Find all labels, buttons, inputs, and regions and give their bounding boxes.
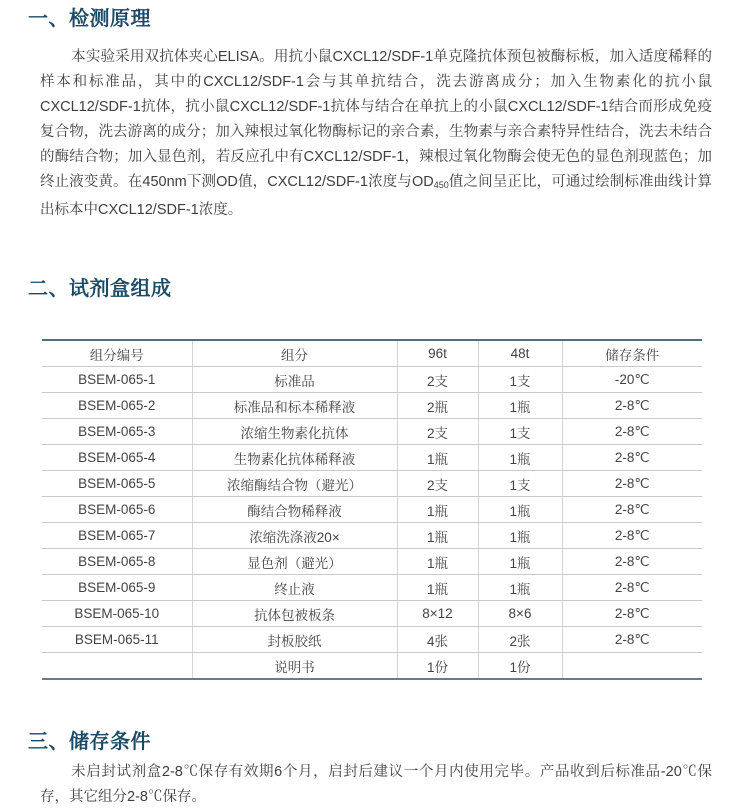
table-cell: BSEM-065-4 (42, 445, 192, 471)
column-header: 组分编号 (42, 340, 192, 367)
detection-principle-paragraph (40, 45, 712, 223)
table-cell: 说明书 (192, 653, 397, 680)
table-cell: 1支 (478, 419, 562, 445)
table-cell: 2-8℃ (562, 627, 702, 653)
table-cell: 生物素化抗体稀释液 (192, 445, 397, 471)
table-cell: 显色剂（避光） (192, 549, 397, 575)
table-cell: 1瓶 (397, 445, 478, 471)
table-cell: 2-8℃ (562, 523, 702, 549)
storage-conditions-paragraph: 未启封试剂盒2-8℃保存有效期6个月，启封后建议一个月内使用完毕。产品收到后标准品-20℃保存，其它组分2-8℃保存。 (40, 764, 712, 805)
table-row (42, 367, 702, 393)
table-cell: BSEM-065-11 (42, 627, 192, 653)
table-cell: 1支 (478, 367, 562, 393)
table-cell: 4张 (397, 627, 478, 653)
table-cell: 1瓶 (397, 575, 478, 601)
table-header-row (42, 340, 702, 367)
table-row (42, 445, 702, 471)
principle-text-before-subscript: 本实验采用双抗体夹心ELISA。用抗小鼠CXCL12/SDF-1单克隆抗体预包被酶标板，加入适度稀释的样本和标准品，其中的CXCL12/SDF-1会与其单抗结合，洗去游离成分；加入生物素化的抗小鼠CXCL12/SDF-1抗体，抗小鼠CXCL12/SDF-1抗体与结合在单抗上的小鼠CXCL12/SDF-1结合而形成免疫复合物，洗去游离的成分；加入辣根过氧化物酶标记的亲合素，生物素与亲合素特异性结合，洗去未结合的酶结合物；加入显色剂，若反应孔中有CXCL12/SDF-1，辣根过氧化物酶会使无色的显色剂现蓝色；加终止液变黄。在450nm下测OD值，CXCL12/SDF-1浓度与OD (40, 49, 712, 190)
table-row (42, 627, 702, 653)
table-cell: 1瓶 (397, 497, 478, 523)
table-cell: 浓缩酶结合物（避光） (192, 471, 397, 497)
table-cell: 2-8℃ (562, 497, 702, 523)
section-heading-kit-composition: 二、试剂盒组成 (28, 278, 172, 300)
table-row (42, 549, 702, 575)
table-row (42, 653, 702, 680)
table-cell: BSEM-065-1 (42, 367, 192, 393)
table-cell: 1瓶 (397, 549, 478, 575)
table-cell: 1瓶 (478, 497, 562, 523)
table-cell: 2-8℃ (562, 393, 702, 419)
table-cell: 1瓶 (478, 549, 562, 575)
table-cell: 封板胶纸 (192, 627, 397, 653)
table-cell: 2-8℃ (562, 471, 702, 497)
table-cell: 2瓶 (397, 393, 478, 419)
column-header: 组分 (192, 340, 397, 367)
table-cell: 抗体包被板条 (192, 601, 397, 627)
table-cell: 浓缩洗涤液20× (192, 523, 397, 549)
table-cell: 2-8℃ (562, 445, 702, 471)
table-cell: 2支 (397, 471, 478, 497)
table-cell: 1支 (478, 471, 562, 497)
column-header: 储存条件 (562, 340, 702, 367)
column-header: 96t (397, 340, 478, 367)
table-cell: BSEM-065-3 (42, 419, 192, 445)
table-cell: 2张 (478, 627, 562, 653)
table-cell: 酶结合物稀释液 (192, 497, 397, 523)
od450-subscript: 450 (433, 180, 449, 190)
kit-composition-table (42, 339, 702, 680)
table-cell: 标准品 (192, 367, 397, 393)
column-header: 48t (478, 340, 562, 367)
table-row (42, 601, 702, 627)
table-row (42, 393, 702, 419)
table-cell: 1瓶 (478, 523, 562, 549)
table-cell: 1瓶 (478, 393, 562, 419)
table-cell: 标准品和标本稀释液 (192, 393, 397, 419)
table-cell: 2-8℃ (562, 575, 702, 601)
table-cell: BSEM-065-10 (42, 601, 192, 627)
table-cell: 1份 (478, 653, 562, 680)
table-cell: 2-8℃ (562, 549, 702, 575)
table-cell: 1瓶 (478, 575, 562, 601)
table-cell: BSEM-065-5 (42, 471, 192, 497)
table-cell: BSEM-065-9 (42, 575, 192, 601)
table-cell: 1瓶 (478, 445, 562, 471)
table-cell: 1瓶 (397, 523, 478, 549)
table-cell: 2-8℃ (562, 601, 702, 627)
table-cell: 2-8℃ (562, 419, 702, 445)
table-row (42, 419, 702, 445)
table-cell: BSEM-065-2 (42, 393, 192, 419)
table-cell: 2支 (397, 419, 478, 445)
table-cell: BSEM-065-8 (42, 549, 192, 575)
section-heading-storage-conditions: 三、储存条件 (28, 731, 151, 753)
table-cell: 8×12 (397, 601, 478, 627)
table-row (42, 471, 702, 497)
table-cell: BSEM-065-7 (42, 523, 192, 549)
table-cell: BSEM-065-6 (42, 497, 192, 523)
table-cell: 终止液 (192, 575, 397, 601)
table-cell: 8×6 (478, 601, 562, 627)
section-heading-detection-principle: 一、检测原理 (28, 8, 151, 30)
table-cell (562, 653, 702, 680)
table-row (42, 523, 702, 549)
table-row (42, 575, 702, 601)
table-cell: -20℃ (562, 367, 702, 393)
table-cell: 1份 (397, 653, 478, 680)
table-cell: 2支 (397, 367, 478, 393)
table-cell: 浓缩生物素化抗体 (192, 419, 397, 445)
table-row (42, 497, 702, 523)
table-cell (42, 653, 192, 680)
principle-text-after-subscript: 值之间呈正比，可通过绘制标准曲线计算出标本中CXCL12/SDF-1浓度。 (40, 174, 712, 218)
